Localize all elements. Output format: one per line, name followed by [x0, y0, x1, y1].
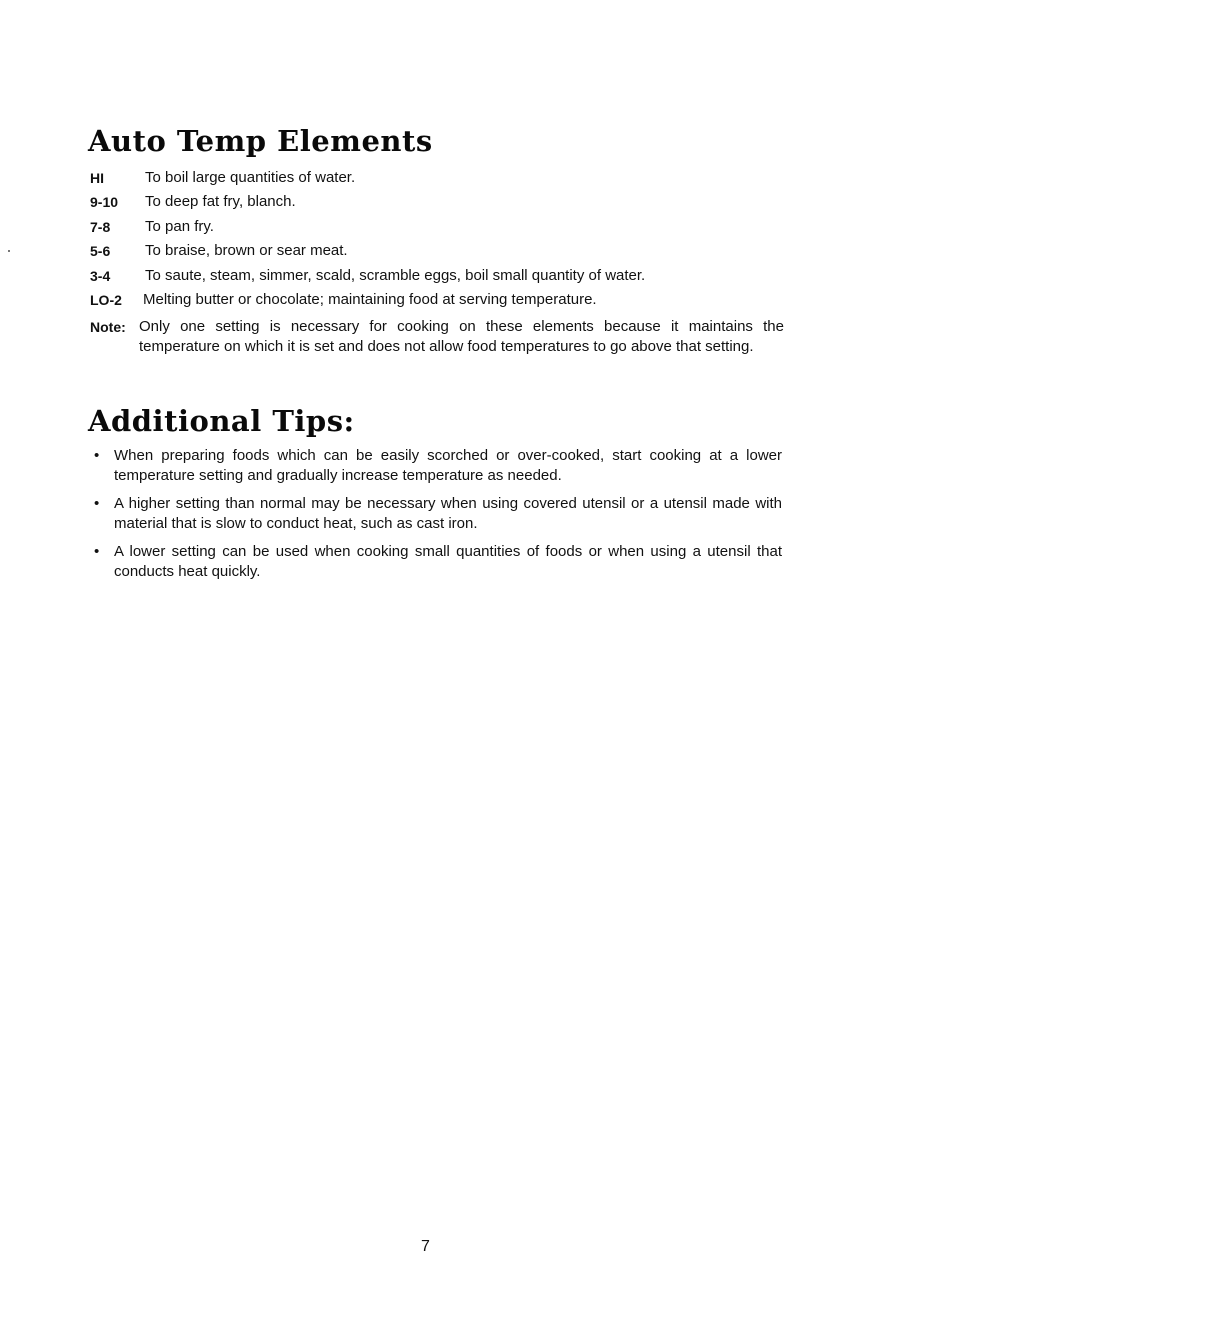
setting-key: 5-6: [90, 243, 111, 260]
setting-row: [90, 290, 790, 314]
setting-description: To braise, brown or sear meat.: [145, 242, 348, 260]
tip-text: A lower setting can be used when cooking small quantities of foods or when using a utensil that conducts heat quickly.: [114, 543, 782, 580]
setting-key: 7-8: [90, 218, 111, 235]
note-text: Only one setting is necessary for cooking on these elements because it maintains the temperature on which it is set and does not allow food temperatures to go above that setting.: [139, 318, 784, 355]
setting-key: 9-10: [90, 194, 119, 211]
bullet-icon: •: [94, 447, 100, 464]
tip-text: When preparing foods which can be easily scorched or over-cooked, start cooking at a lower temperature setting and gradually increase temperature as needed.: [114, 447, 782, 484]
note-label: Note:: [90, 319, 126, 335]
setting-key: LO-2: [90, 291, 122, 308]
scan-mark: [8, 250, 10, 252]
setting-row: [90, 192, 790, 216]
setting-key: HI: [90, 170, 104, 186]
setting-description: To deep fat fry, blanch.: [145, 193, 296, 211]
bullet-icon: •: [94, 495, 100, 512]
tip-text: A higher setting than normal may be necessary when using covered utensil or a utensil made with material that is slow to conduct heat, such as cast iron.: [114, 495, 782, 532]
setting-row: [90, 217, 790, 241]
auto-temp-heading: Auto Temp Elements: [88, 124, 433, 158]
tips-list: [90, 446, 782, 590]
additional-tips-heading: Additional Tips:: [88, 404, 355, 438]
setting-row: [90, 266, 790, 290]
list-item: [90, 446, 782, 486]
setting-description: Melting butter or chocolate; maintaining food at serving temperature.: [143, 290, 597, 308]
page-number: 7: [421, 1238, 430, 1255]
setting-description: To boil large quantities of water.: [145, 169, 356, 186]
setting-description: To pan fry.: [145, 217, 214, 235]
bullet-icon: •: [94, 543, 100, 560]
list-item: [90, 494, 782, 534]
setting-row: [90, 168, 790, 192]
setting-key: 3-4: [90, 267, 111, 284]
setting-row: [90, 241, 790, 265]
settings-list: [90, 168, 790, 314]
list-item: [90, 542, 782, 582]
setting-description: To saute, steam, simmer, scald, scramble eggs, boil small quantity of water.: [145, 266, 646, 284]
